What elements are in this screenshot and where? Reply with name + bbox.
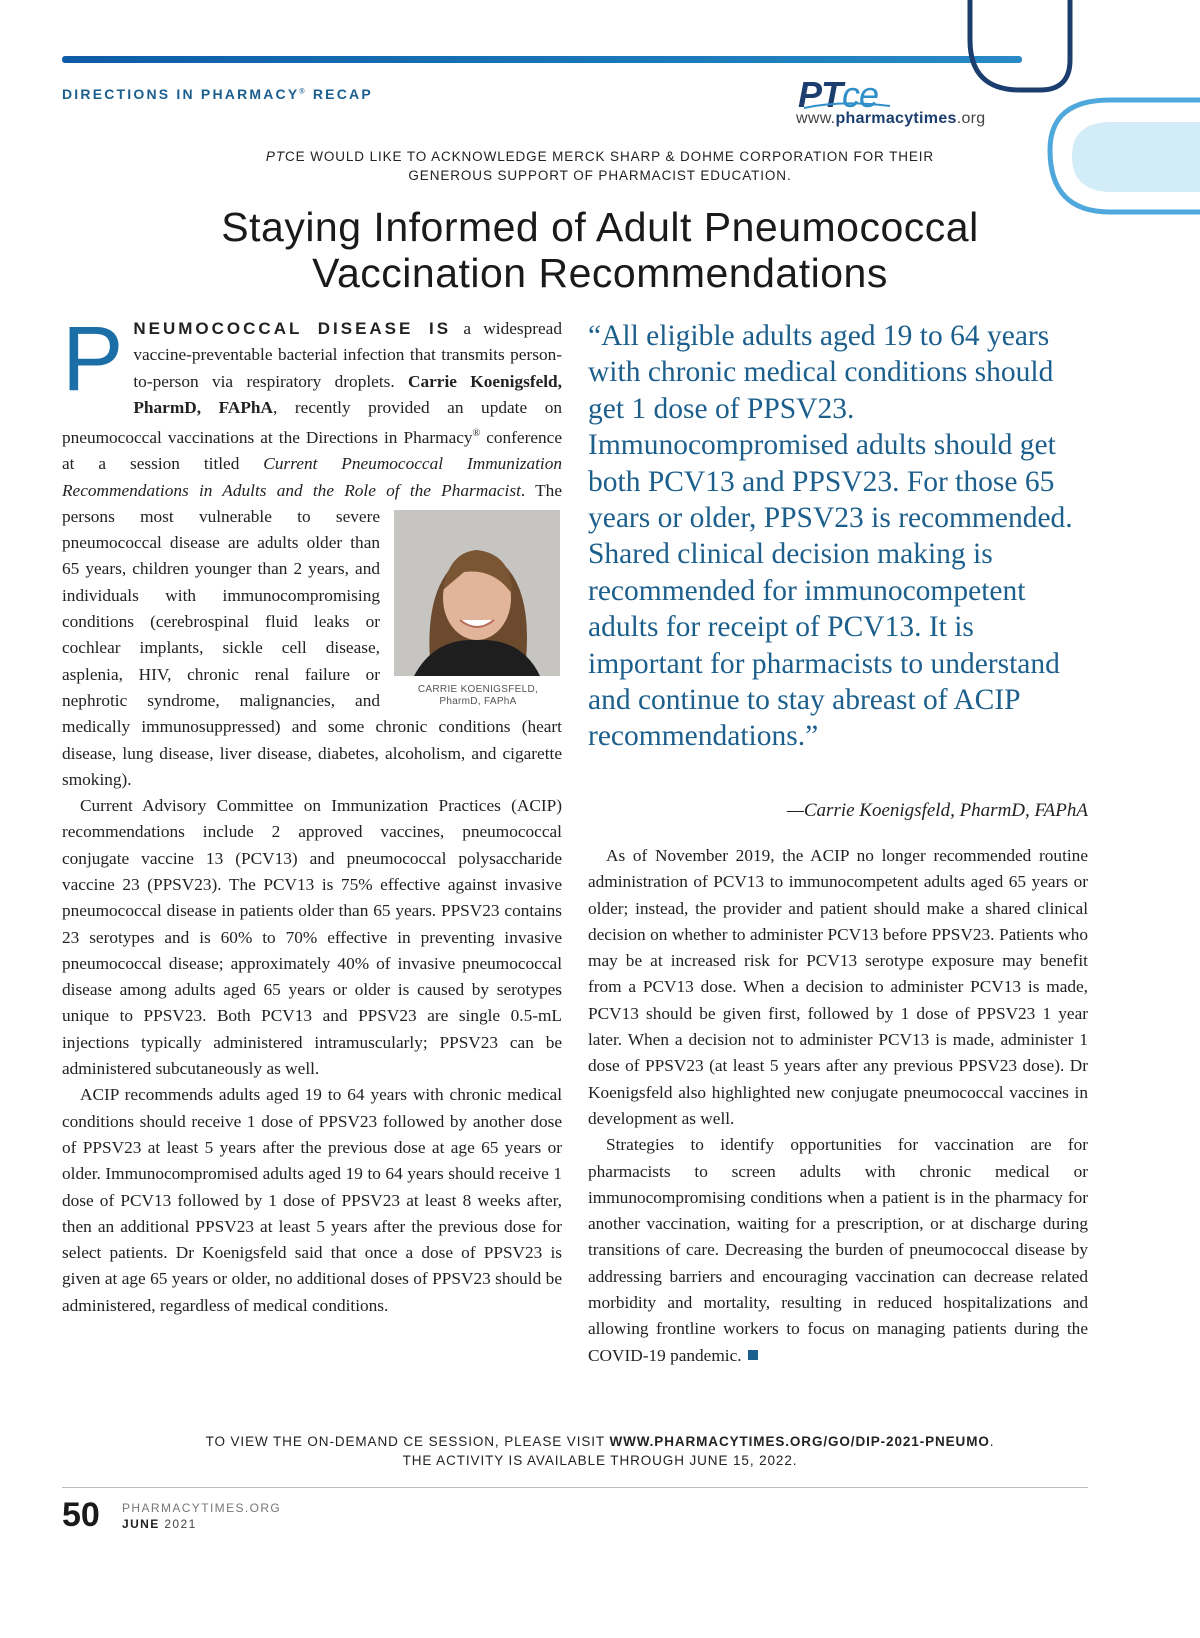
article-title: Staying Informed of Adult Pneumococcal Vaccination Recommendations — [221, 204, 979, 296]
author-photo-figure — [394, 510, 562, 708]
session-title: Current Pneumococcal Immunization Recommendations in Adults and the Role of the Pharmacist — [62, 454, 563, 500]
footer-note: TO VIEW THE ON-DEMAND CE SESSION, PLEASE VISIT WWW.PHARMACYTIMES.ORG/GO/DIP-2021-PNEUMO. THE ACTIVITY IS AVAILABLE THROUGH JUNE 15, 2022. — [205, 1434, 995, 1468]
sponsor-acknowledgement: PTCE WOULD LIKE TO ACKNOWLEDGE MERCK SHARP & DOHME CORPORATION FOR THEIR GENEROUS SUPPORT OF PHARMACIST EDUCATION. — [265, 149, 935, 183]
header-rule — [62, 56, 1022, 63]
author-photo — [394, 510, 560, 676]
ptce-logo[interactable] — [790, 74, 1010, 134]
session-link[interactable]: WWW.PHARMACYTIMES.ORG/GO/DIP-2021-PNEUMO — [609, 1434, 990, 1449]
ptce-wordmark: PTce — [798, 74, 879, 115]
author-name: Carrie Koenigsfeld, PharmD, FAPhA — [133, 371, 562, 417]
lead-in-caps: NEUMOCOCCAL DISEASE IS — [133, 319, 452, 338]
paragraph-intro: PNEUMOCOCCAL DISEASE IS a widespread vaccine-preventable bacterial infection that transmits person-to-person via respiratory droplets. Carrie Koenigsfeld, PharmD, FAPhA, recently provided an update on pneumococcal vaccinations at the Directions in Pharmacy® conference at a session titled Current Pneumococcal Immunization Recommendations in Adults and the Role of the Pharmacist CARRIE KOENIGSFELD, PharmD, FAPhA . The persons most vulnerable to severe pneumococcal disease are adults older than 65 years, children younger than 2 years, and individuals with immunocompromising conditions (cerebrospinal fluid leaks or cochlear implants, sickle cell disease, asplenia, HIV, chronic renal failure or nephrotic syndrome, malignancies, and medically immunosuppressed) and some chronic conditions (heart disease, lung disease, liver disease, diabetes, alcoholism, and cigarette smoking). — [62, 308, 563, 789]
issue-date: JUNE 2021 — [122, 1517, 197, 1531]
pull-quote: “All eligible adults aged 19 to 64 years with chronic medical conditions should get 1 dose of PPSV23. Immunocompromised adults should get both PCV13 and PPSV23. For those 65 years or older, PPSV23 is recommended. Shared clinical decision making is recommended for immunocompetent adults for receipt of PCV13. It is important for pharmacists to understand and continue to stay abreast of ACIP recommendations.” — [588, 320, 1073, 753]
paragraph-recommendations: ACIP recommends adults aged 19 to 64 years with chronic medical conditions should receive 1 dose of PPSV23 followed by another dose of PPSV23 at least 5 years after the previous dose at age 65 years or older. Immunocompromised adults aged 19 to 64 years should receive 1 dose of PCV13 followed by 1 dose of PPSV23 at least 8 weeks after, then an additional PPSV23 at least 5 years after the previous dose for select patients. Dr Koenigsfeld said that once a dose of PPSV23 is given at age 65 years or older, no additional doses of PPSV23 should be administered, regardless of medical conditions. — [62, 1085, 562, 1315]
publication-name: PHARMACYTIMES.ORG — [122, 1501, 282, 1515]
paragraph-acip: Current Advisory Committee on Immunization Practices (ACIP) recommendations include 2 approved vaccines, pneumococcal conjugate vaccine 13 (PCV13) and pneumococcal polysaccharide vaccine 23 (PPSV23). The PCV13 is 75% effective against invasive pneumococcal disease in patients older than 65 years. PPSV23 contains 23 serotypes and is 60% to 70% effective in preventing invasive pneumococcal disease; approximately 40% of invasive pneumococcal disease among adults aged 65 years or older is caused by serotypes unique to PPSV23. Both PCV13 and PPSV23 are single 0.5-mL injections typically administered intramuscularly; PPSV23 can be administered subcutaneously as well. — [62, 796, 562, 1079]
right-column — [588, 843, 1088, 1369]
page-number: 50 — [62, 1496, 100, 1534]
drop-cap: P — [62, 308, 124, 410]
paragraph-strategies: Strategies to identify opportunities for vaccination are for pharmacists to screen adults with chronic medical or immunocompromising conditions when a patient is in the pharmacy for another vaccination, waiting for a prescription, or at discharge during transitions of care. Decreasing the burden of pneumococcal disease by addressing barriers and encouraging vaccination can decrease related morbidity and mortality, resulting in reduced hospitalizations and allowing frontline workers to focus on managing patients during the COVID-19 pandemic. — [588, 1135, 1088, 1365]
left-column — [62, 308, 563, 1319]
footer-rule — [62, 1487, 1088, 1488]
brand-url: www.pharmacytimes.org — [796, 110, 986, 127]
paragraph-shared-decision: As of November 2019, the ACIP no longer recommended routine administration of PCV13 to immunocompetent adults aged 65 years or older; instead, the provider and patient should make a shared clinical decision on whether to administer PCV13 before PPSV23. Patients who may be at increased risk for PCV13 serotype exposure may benefit from a PCV13 dose. When a decision to administer PCV13 is made, PCV13 should be given first, followed by 1 dose of PPSV23 1 year later. When a decision not to administer PCV13 is made, administer 1 dose of PPSV23 (at least 5 years after any previous PPSV23 dose). Dr Koenigsfeld also highlighted new conjugate pneumococcal vaccines in development as well. — [588, 846, 1088, 1128]
photo-caption: CARRIE KOENIGSFELD, PharmD, FAPhA — [417, 683, 539, 707]
section-label: DIRECTIONS IN PHARMACY® RECAP — [62, 86, 373, 102]
pull-quote-attribution: —Carrie Koenigsfeld, PharmD, FAPhA — [786, 800, 1088, 821]
end-of-article-icon — [748, 1350, 758, 1360]
